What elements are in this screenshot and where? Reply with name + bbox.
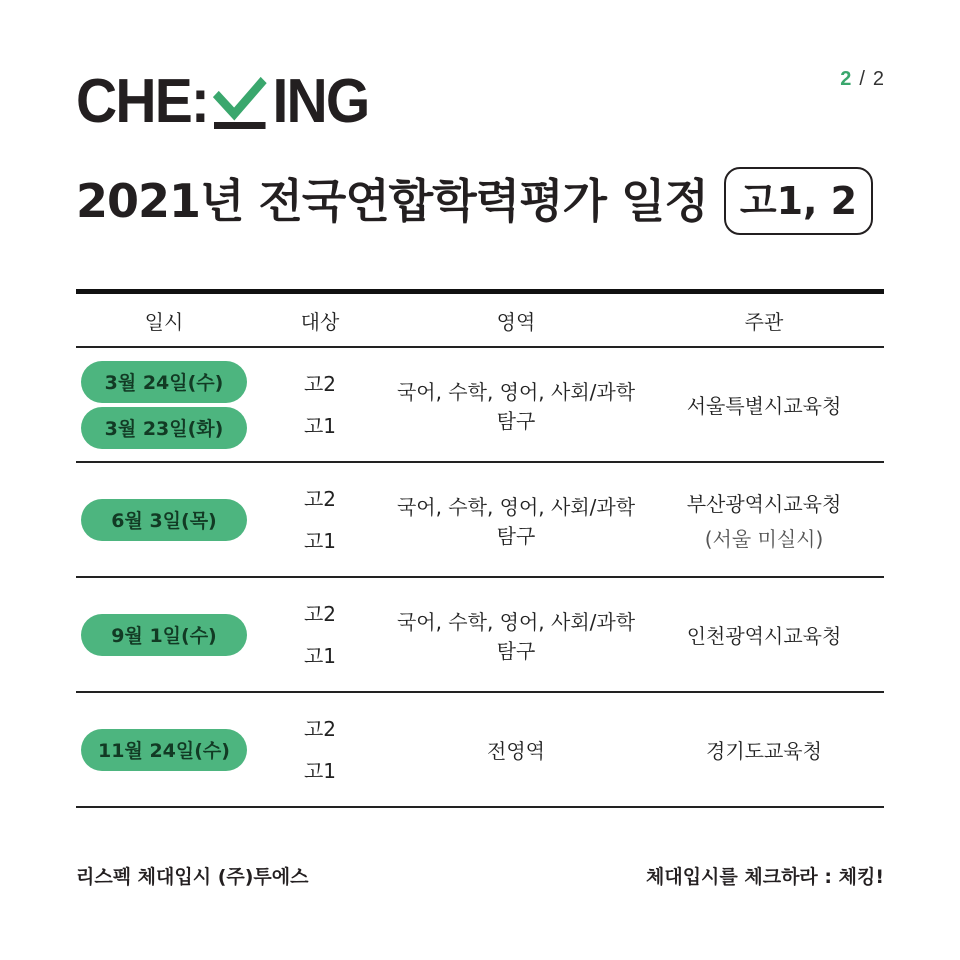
subject-cell: 전영역 [487, 739, 545, 763]
table-header [76, 294, 884, 348]
page-separator: / [859, 68, 865, 90]
target-grade: 고1 [303, 528, 337, 553]
date-cell [76, 693, 252, 806]
date-cell [76, 578, 252, 691]
schedule-table [76, 289, 884, 808]
date-cell [76, 348, 252, 461]
target-grade: 고1 [303, 758, 337, 783]
subject-cell: 국어, 수학, 영어, 사회/과학탐구 [396, 379, 636, 433]
page-current: 2 [840, 68, 852, 90]
target-grade: 고2 [303, 371, 337, 396]
header-host: 주관 [744, 309, 784, 334]
page-total: 2 [872, 68, 884, 90]
date-pill: 6월 3일(목) [81, 499, 247, 541]
host-name: 경기도교육청 [706, 739, 822, 763]
page-title [76, 166, 873, 236]
title-text: 2021년 전국연합학력평가 일정 [76, 174, 708, 228]
host-name: 부산광역시교육청 [686, 491, 842, 516]
target-cell [252, 578, 388, 691]
table-row [76, 578, 884, 693]
host-cell [644, 578, 884, 691]
grade-badge: 고1, 2 [724, 167, 873, 235]
target-grade: 고2 [303, 486, 337, 511]
page-indicator [840, 68, 884, 91]
target-cell [252, 348, 388, 461]
header-date: 일시 [144, 309, 184, 334]
subject-cell: 국어, 수학, 영어, 사회/과학탐구 [396, 609, 636, 663]
host-cell [644, 693, 884, 806]
logo-text-left: CHE: [76, 66, 209, 136]
target-grade: 고2 [303, 601, 337, 626]
header-target: 대상 [300, 309, 340, 334]
brand-logo [76, 66, 368, 136]
footer-slogan: 체대입시를 체크하라 : 체킹! [645, 866, 884, 888]
host-cell [644, 348, 884, 461]
date-pill: 3월 24일(수) [81, 361, 247, 403]
host-name: 인천광역시교육청 [686, 624, 842, 648]
footer-company: 리스펙 체대입시 (주)투에스 [76, 866, 309, 888]
target-cell [252, 463, 388, 576]
target-grade: 고2 [303, 716, 337, 741]
host-name: 서울특별시교육청 [686, 394, 842, 418]
target-grade: 고1 [303, 643, 337, 668]
target-cell [252, 693, 388, 806]
header-subject: 영역 [496, 309, 536, 334]
logo-text-right: ING [272, 66, 369, 136]
date-pill: 3월 23일(화) [81, 407, 247, 449]
table-row [76, 348, 884, 463]
check-icon [210, 70, 269, 132]
table-row [76, 463, 884, 578]
date-cell [76, 463, 252, 576]
subject-cell: 국어, 수학, 영어, 사회/과학탐구 [396, 494, 636, 548]
table-row [76, 693, 884, 808]
target-grade: 고1 [303, 413, 337, 438]
date-pill: 11월 24일(수) [81, 729, 247, 771]
host-cell [644, 463, 884, 576]
date-pill: 9월 1일(수) [81, 614, 247, 656]
host-note: (서울 미실시) [704, 526, 824, 551]
